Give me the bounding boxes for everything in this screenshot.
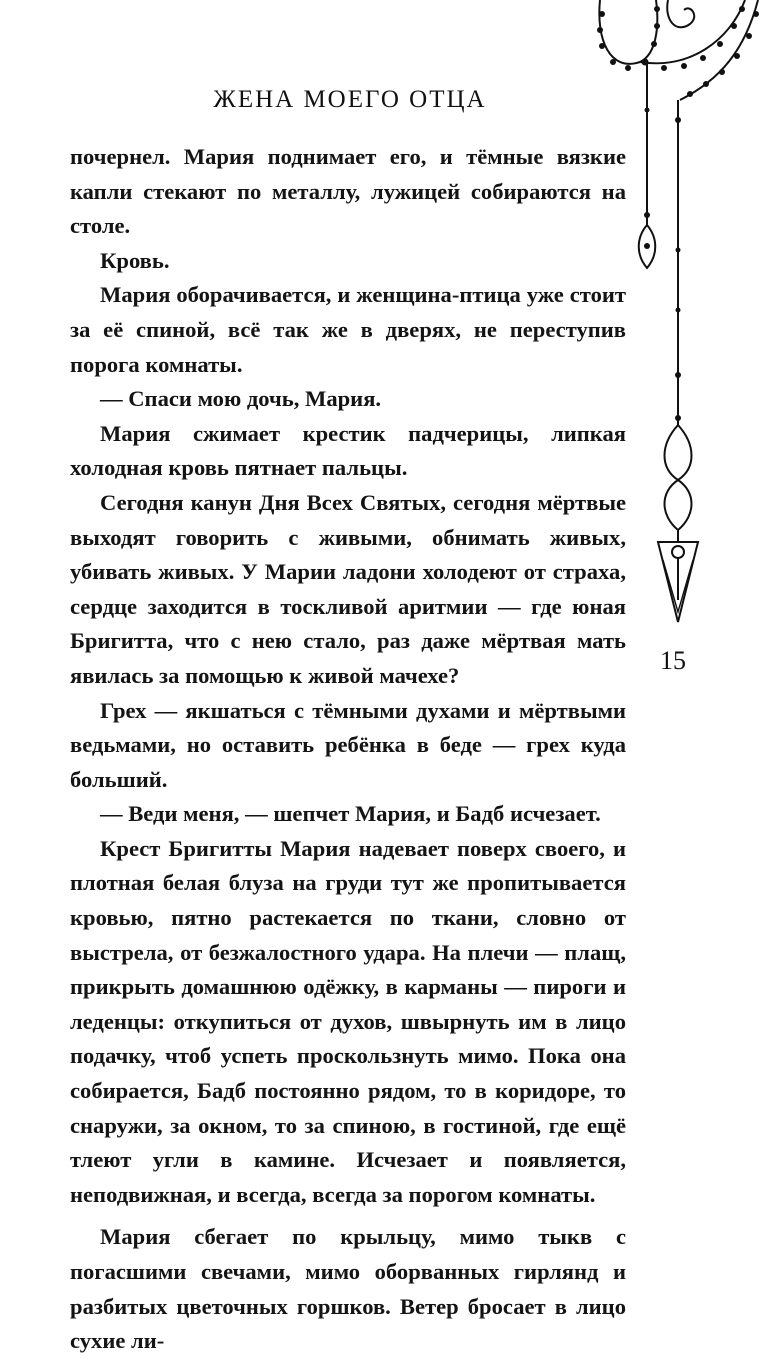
running-title: ЖЕНА МОЕГО ОТЦА — [213, 86, 487, 113]
paragraph: — Спаси мою дочь, Мария. — [100, 386, 382, 412]
bead-strand-icon — [680, 0, 758, 100]
oval-bead-icon — [665, 425, 692, 480]
paragraph: Мария сжимает крестик падчерицы, липкая холодная кровь пятнает пальцы. — [70, 420, 626, 481]
page-number: 15 — [660, 646, 686, 675]
paragraph: Кровь. — [100, 247, 170, 273]
body-text — [70, 140, 626, 1359]
hanging-beads-ornament-icon — [590, 0, 768, 640]
paragraph: Сегодня канун Дня Всех Святых, сегодня мёртвые выходят говорить с живыми, обнимать живых, убивать живых. У Марии ладони холодеют от страха, сердце заходится в тоскливой аритмии — где юная Бригитта, что с нею стало, раз даже мёртвая мать явилась за помощью к живой мачехе? — [70, 489, 626, 688]
paragraph: почернел. Мария поднимает его, и тёмные вязкие капли стекают по металлу, лужицей собираются на столе. — [70, 144, 626, 239]
paragraph: Мария оборачивается, и женщина-птица уже стоит за её спиной, всё так же в дверях, не переступив порога комнаты. — [70, 282, 626, 377]
swirl-icon — [667, 0, 694, 27]
paragraph: — Веди меня, — шепчет Мария, и Бадб исчезает. — [100, 801, 601, 827]
paragraph: Крест Бригитты Мария надевает поверх своего, и плотная белая блуза на груди тут же пропитывается кровью, пятно растекается по ткани, словно от выстрела, от безжалостного удара. На плечи — плащ, прикрыть домашнюю одёжку, в карманы — пироги и леденцы: откупиться от духов, швырнуть им в лицо подачку, чтоб успеть проскользнуть мимо. Пока она собирается, Бадб постоянно рядом, то в коридоре, то снаружи, за окном, то за спиною, в гостиной, где ещё тлеют угли в камине. Исчезает и появляется, неподвижная, и всегда, всегда за порогом комнаты. — [70, 835, 626, 1207]
oval-bead-icon — [665, 480, 692, 530]
bead-strand-icon — [599, 0, 657, 64]
paragraph: Грех — якшаться с тёмными духами и мёртвыми ведьмами, но оставить ребёнка в беде — грех куда больший. — [70, 697, 626, 792]
paragraph: Мария сбегает по крыльцу, мимо тыкв с погасшими свечами, мимо оборванных гирлянд и разбитых цветочных горшков. Ветер бросает в лицо сухие ли- — [70, 1224, 626, 1354]
